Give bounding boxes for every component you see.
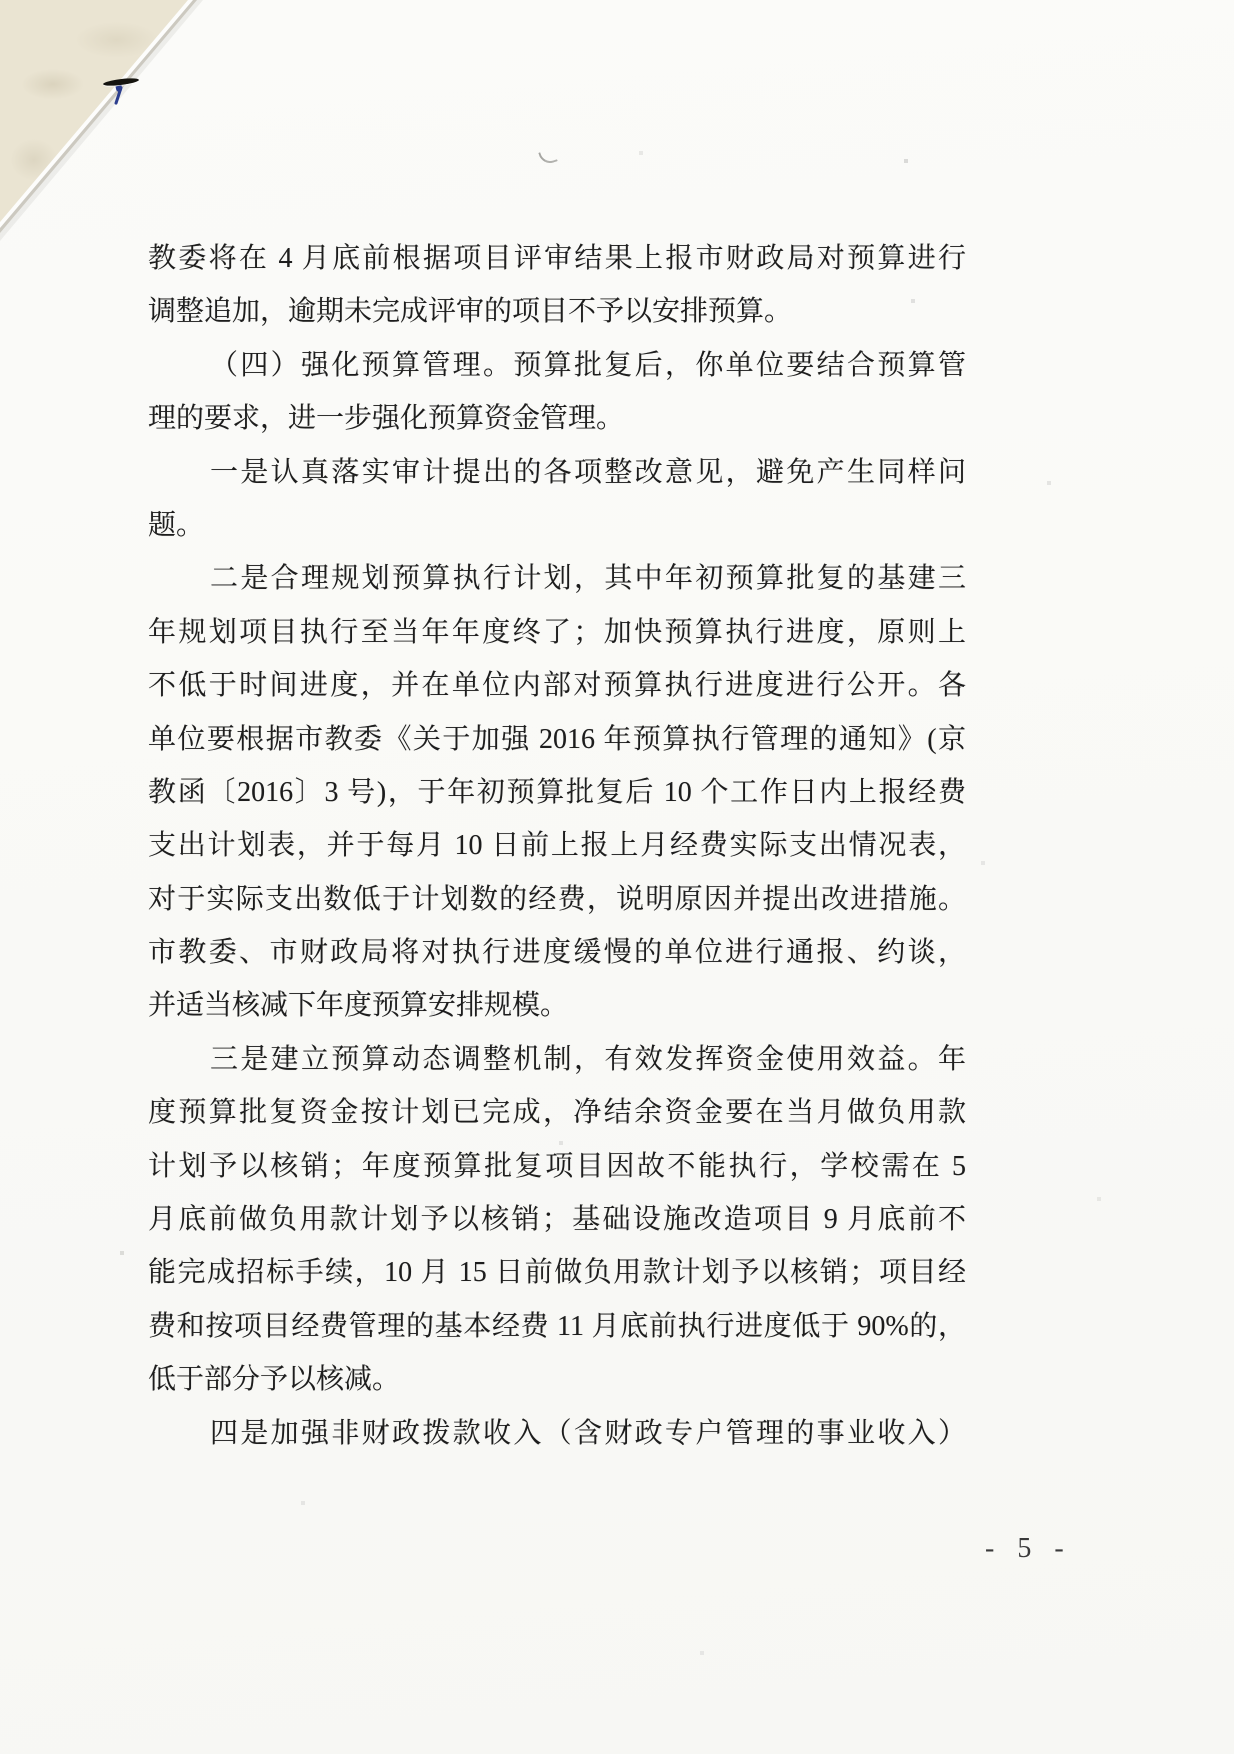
text-line: 度预算批复资金按计划已完成，净结余资金要在当月做负用款 <box>148 1097 966 1129</box>
document-body <box>148 232 966 1460</box>
text-line: 教函〔2016〕3 号)，于年初预算批复后 10 个工作日内上报经费 <box>148 776 966 808</box>
text-line: 教委将在 4 月底前根据项目评审结果上报市财政局对预算进行 <box>148 243 966 274</box>
text-line: 二是合理规划预算执行计划，其中年初预算批复的基建三 <box>210 563 966 595</box>
scan-specks <box>0 0 2 2</box>
text-line: 题。 <box>148 509 205 541</box>
text-line: 年规划项目执行至当年年度终了；加快预算执行进度，原则上 <box>148 616 966 648</box>
text-line: 单位要根据市教委《关于加强 2016 年预算执行管理的通知》(京 <box>148 723 966 755</box>
text-line: 一是认真落实审计提出的各项整改意见，避免产生同样问 <box>210 456 966 488</box>
text-line: 对于实际支出数低于计划数的经费，说明原因并提出改进措施。 <box>148 883 966 915</box>
text-line: 调整追加，逾期未完成评审的项目不予以安排预算。 <box>148 296 793 328</box>
text-line: 能完成招标手续，10 月 15 日前做负用款计划予以核销；项目经 <box>148 1257 966 1289</box>
text-line: 不低于时间进度，并在单位内部对预算执行进度进行公开。各 <box>148 670 966 702</box>
text-line: 四是加强非财政拨款收入（含财政专户管理的事业收入） <box>210 1417 966 1449</box>
text-line: 并适当核减下年度预算安排规模。 <box>148 990 569 1022</box>
page-number: - 5 - <box>985 1533 1072 1564</box>
scan-squiggle-mark <box>538 148 558 166</box>
text-line: 支出计划表，并于每月 10 日前上报上月经费实际支出情况表， <box>148 830 966 862</box>
text-line: 三是建立预算动态调整机制，有效发挥资金使用效益。年 <box>210 1043 966 1075</box>
text-line: 理的要求，进一步强化预算资金管理。 <box>148 403 625 435</box>
text-line: （四）强化预算管理。预算批复后，你单位要结合预算管 <box>210 349 966 381</box>
text-line: 费和按项目经费管理的基本经费 11 月底前执行进度低于 90%的， <box>148 1310 966 1342</box>
text-line: 计划予以核销；年度预算批复项目因故不能执行，学校需在 5 <box>148 1150 966 1182</box>
text-line: 市教委、市财政局将对执行进度缓慢的单位进行通报、约谈， <box>148 937 966 969</box>
text-line: 低于部分予以核减。 <box>148 1364 401 1396</box>
text-line: 月底前做负用款计划予以核销；基础设施改造项目 9 月底前不 <box>148 1204 966 1236</box>
